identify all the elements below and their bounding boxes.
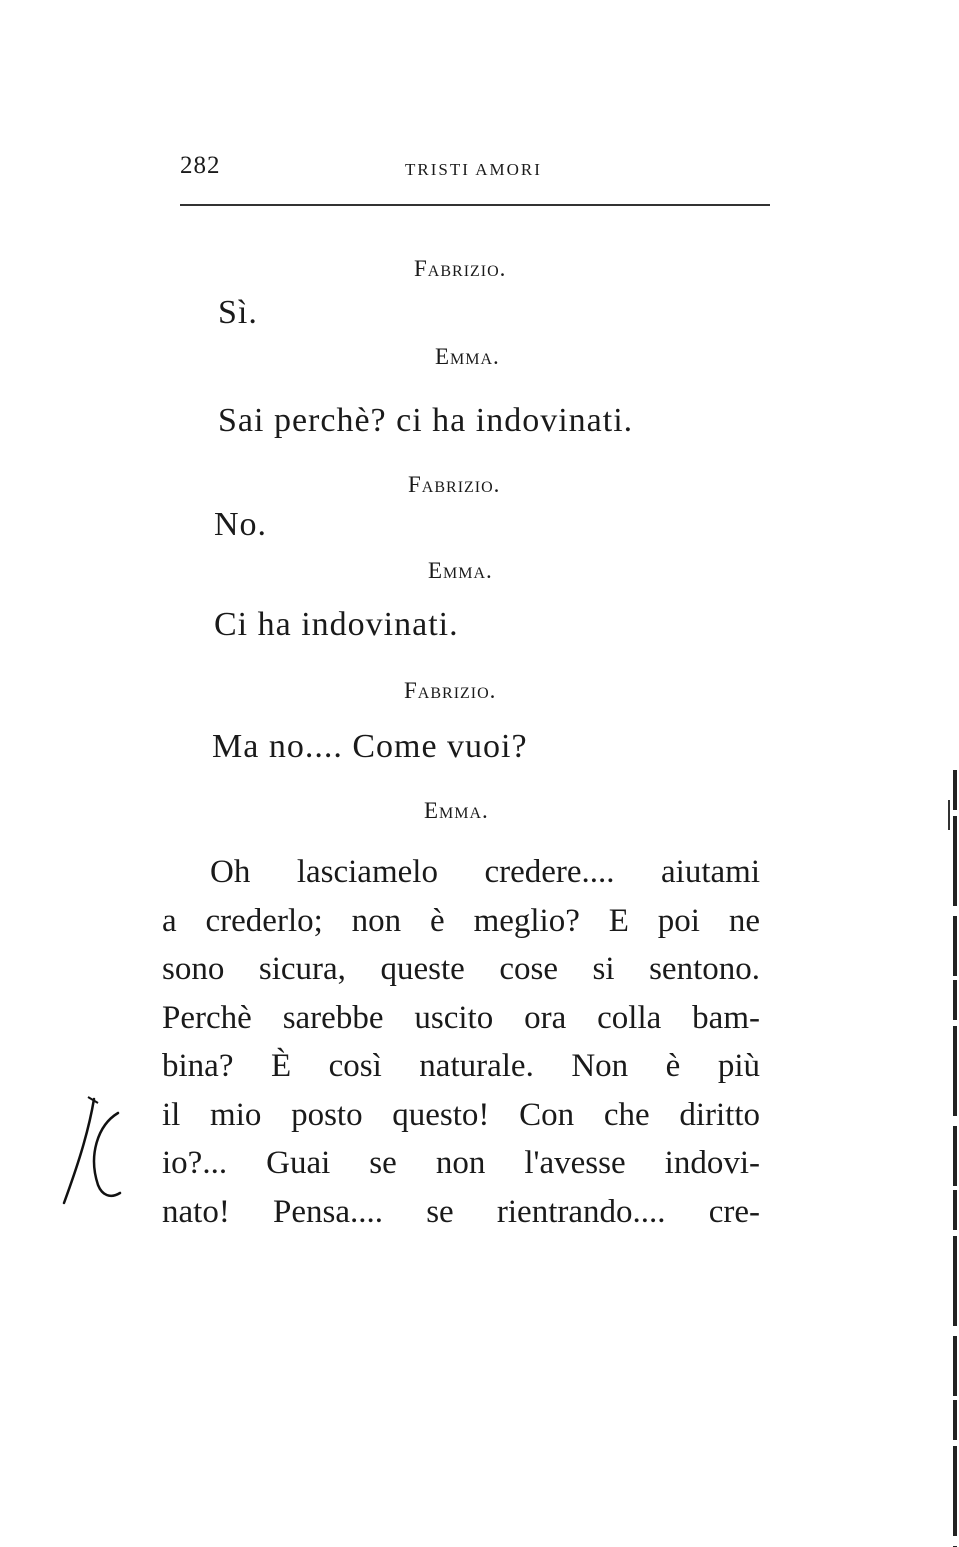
- speaker-label: Emma.: [435, 344, 500, 369]
- paragraph-line: Perchè sarebbe uscito ora colla bam-: [162, 999, 760, 1036]
- dialogue-line: No.: [214, 506, 268, 543]
- speaker-label: Fabrizio.: [404, 678, 497, 703]
- handwritten-x-mark-icon: [58, 1095, 128, 1205]
- page-number: 282: [180, 152, 221, 179]
- page-edge-shadow: [945, 770, 959, 1547]
- paragraph-line: bina? È così naturale. Non è più: [162, 1048, 760, 1084]
- dialogue-line: Sì.: [218, 294, 258, 331]
- paragraph-line: a crederlo; non è meglio? E poi ne: [162, 902, 760, 939]
- paragraph-line: sono sicura, queste cose si sentono.: [162, 951, 760, 987]
- dialogue-line: Ci ha indovinati.: [214, 606, 459, 643]
- speaker-label: Fabrizio.: [414, 256, 507, 281]
- paragraph-line: nato! Pensa.... se rientrando.... cre-: [162, 1193, 760, 1230]
- paragraph-line: Oh lasciamelo credere.... aiutami: [210, 854, 760, 890]
- speaker-label: Emma.: [428, 558, 493, 583]
- paragraph-line: il mio posto questo! Con che diritto: [162, 1096, 760, 1133]
- speaker-label: Fabrizio.: [408, 472, 501, 497]
- header-rule: [180, 204, 770, 206]
- dialogue-line: Ma no.... Come vuoi?: [212, 728, 528, 765]
- paragraph-line: io?... Guai se non l'avesse indovi-: [162, 1145, 760, 1181]
- speaker-label: Emma.: [424, 798, 489, 823]
- speech-paragraph: [162, 848, 760, 1236]
- dialogue-line: Sai perchè? ci ha indovinati.: [218, 402, 634, 439]
- running-title: TRISTI AMORI: [405, 160, 542, 179]
